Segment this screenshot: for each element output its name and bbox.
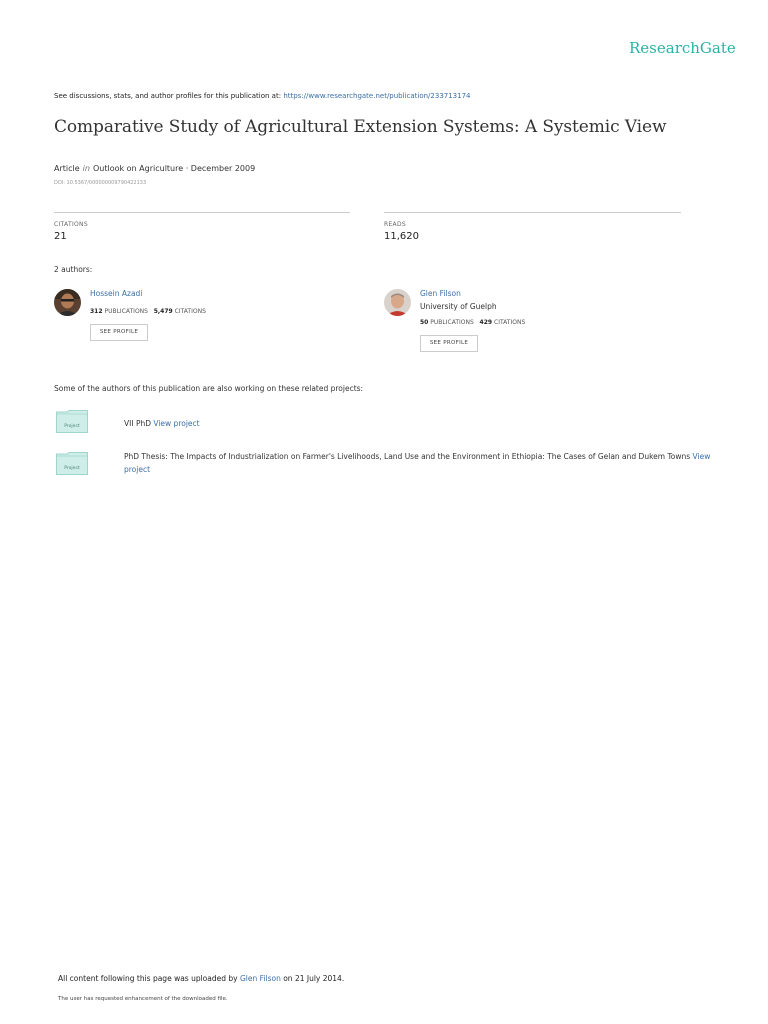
publication-type: Article	[54, 164, 80, 173]
publication-doi: DOI: 10.5367/000000009790422133	[54, 180, 147, 186]
project-folder-icon[interactable]	[56, 452, 88, 475]
discussion-line	[54, 92, 471, 100]
discussion-prefix: See discussions, stats, and author profiles for this publication at:	[54, 92, 284, 100]
publication-meta	[54, 164, 255, 173]
author-counts	[90, 308, 206, 315]
author-name[interactable]: Glen Filson	[420, 289, 461, 298]
see-profile-button[interactable]: SEE PROFILE	[420, 335, 478, 352]
citations-count: 5,479	[153, 308, 173, 315]
journal-date: Outlook on Agriculture · December 2009	[92, 164, 256, 173]
publication-title: Comparative Study of Agricultural Extension Systems: A Systemic View	[54, 117, 667, 137]
author-name[interactable]: Hossein Azadi	[90, 289, 143, 298]
reads-label: READS	[384, 221, 406, 228]
citations-label: CITATIONS	[54, 221, 88, 228]
author-affiliation: University of Guelph	[420, 302, 497, 311]
upload-suffix: on 21 July 2014.	[280, 974, 345, 983]
folder-label: Project	[64, 466, 80, 471]
upload-note	[58, 974, 344, 983]
citations-count-label: CITATIONS	[174, 308, 206, 315]
author-counts	[420, 319, 525, 326]
citations-divider	[54, 212, 350, 213]
related-projects-heading: Some of the authors of this publication are also working on these related projects:	[54, 384, 364, 393]
publications-count: 50	[420, 319, 429, 326]
publications-label: PUBLICATIONS	[430, 319, 474, 326]
citations-count-label: CITATIONS	[494, 319, 526, 326]
upload-prefix: All content following this page was uploaded by	[58, 974, 240, 983]
reads-value: 11,620	[384, 231, 419, 242]
project-folder-icon[interactable]	[56, 410, 88, 433]
project-title: VII PhD	[124, 419, 154, 428]
view-project-link[interactable]: View project	[153, 419, 200, 428]
see-profile-button[interactable]: SEE PROFILE	[90, 324, 148, 341]
publication-url-link[interactable]: https://www.researchgate.net/publication/233713174	[283, 92, 471, 100]
view-project-link[interactable]: View project	[124, 452, 711, 474]
publications-count: 312	[90, 308, 103, 315]
citations-value: 21	[54, 231, 67, 242]
in-label: in	[82, 164, 90, 173]
enhancement-note: The user has requested enhancement of the downloaded file.	[58, 996, 228, 1002]
citations-count: 429	[479, 319, 493, 326]
project-item	[124, 419, 704, 428]
uploader-link[interactable]: Glen Filson	[239, 974, 281, 983]
reads-divider	[384, 212, 681, 213]
avatar-glen-filson[interactable]	[384, 289, 411, 316]
folder-label: Project	[64, 424, 80, 429]
publications-label: PUBLICATIONS	[104, 308, 148, 315]
project-item	[124, 451, 714, 476]
researchgate-logo[interactable]: ResearchGate	[629, 39, 736, 57]
avatar-hossein-azadi[interactable]	[54, 289, 81, 316]
project-title: PhD Thesis: The Impacts of Industrialization on Farmer's Livelihoods, Land Use and the Environment in Ethiopia: The Cases of Gelan and Dukem Towns	[124, 452, 693, 461]
authors-heading: 2 authors:	[54, 265, 93, 274]
